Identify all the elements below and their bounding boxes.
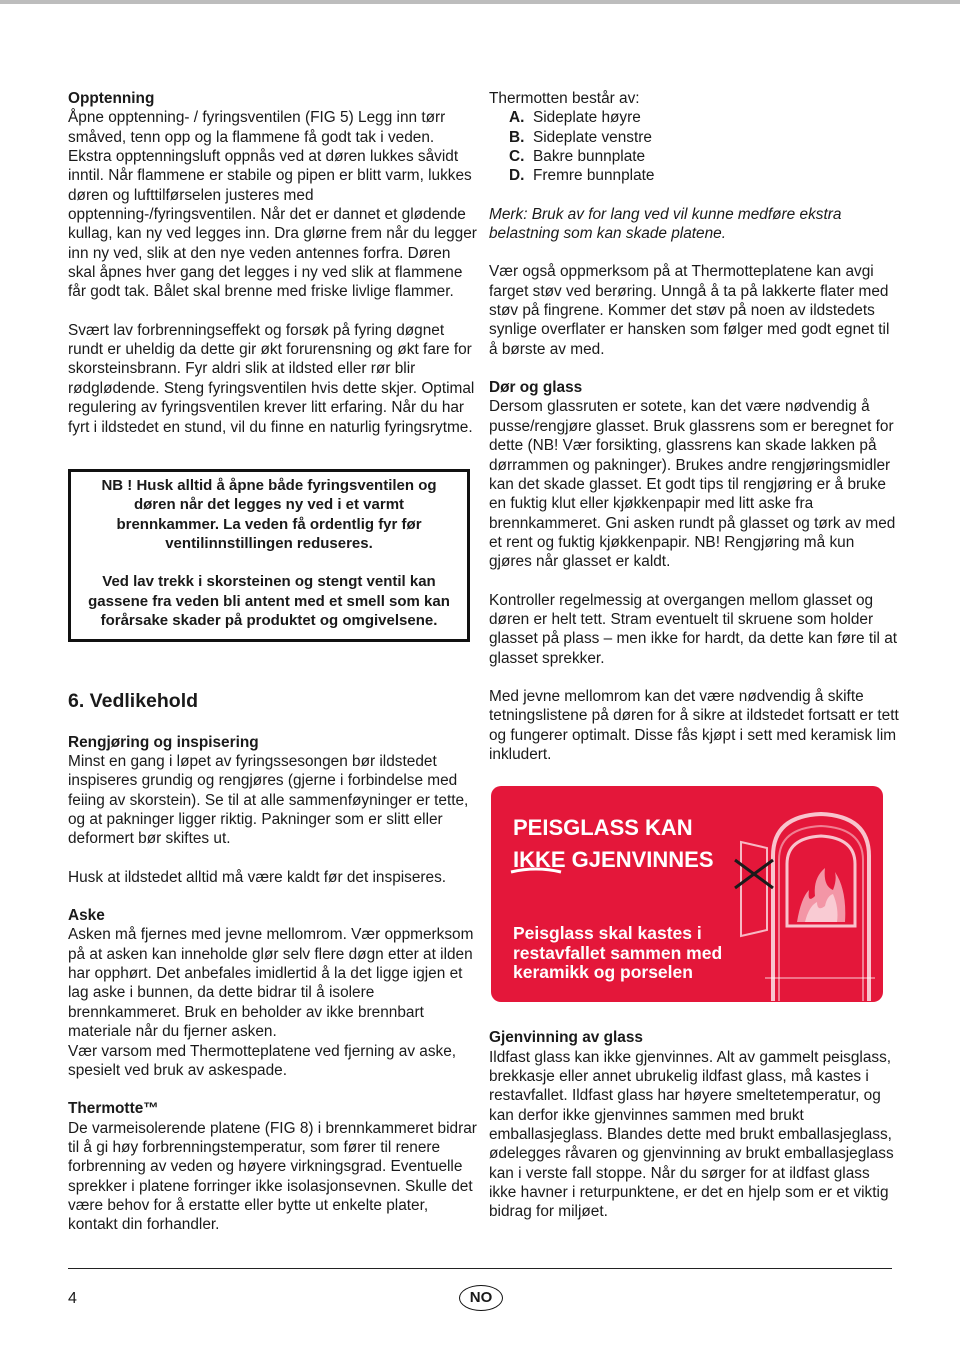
aske-body-2: Vær varsom med Thermotteplatene ved fjerning av aske, spesielt ved bruk av askespade. (68, 1042, 457, 1079)
list-item: C. Bakre bunnplate (509, 148, 646, 166)
footer-rule (68, 1268, 892, 1269)
door-glass-body: Dersom glassruten er sotete, kan det være nødvendig å pusse/rengjøre glasset. Bruk glassrens som er beregnet for dette (NB! Vær forsikting, glassrens kan skade lakken på dørrammen og pakninger). Brukes andre rengjøringsmidler kan det skade glasset. Et godt tips til rengjøring er å bruke en fuktig klut eller kjøkkenpapir med litt aske fra brennkammeret. Gni asken rundt på glasset og tørk av med et rent og fuktig kjøkkenpapir. NB! Rengjøring må kun gjøres når glasset er kaldt. (489, 398, 896, 571)
right-column (489, 89, 899, 1222)
recycling-heading: Gjenvinning av glass (489, 1029, 643, 1047)
banner-headline (513, 812, 714, 876)
dust-text: Vær også oppmerksom på at Thermotteplatene kan avgi farget støv ved berøring. Unngå å ta på lakkerte flater med støv på fingrene. Kommer det støv på noen av ildstedets synlige overflater er hansken som følger med godt egnet til å børste av med. (489, 263, 890, 358)
aske-heading: Aske (68, 907, 105, 925)
nb-warning-box (68, 469, 470, 642)
note-text: Merk: Bruk av for lang ved vil kunne medføre ekstra belastning som kan skade platene. (489, 205, 842, 243)
nb-warning-text-1: NB ! Husk alltid å åpne både fyringsventilen og døren når det legges ny ved i et varmt brennkammer. La veden få ordentlig fyr før ventilinnstillingen reduseres. (101, 476, 437, 553)
rengjoring-body: Minst en gang i løpet av fyringssesongen bør ildstedet inspiseres grundig og rengjøres (gjerne i forbindelse med feiing av skorstein). Se til at alle sammenføyninger er tette, og at pakninger ligger riktig. Pakninger som er slitt eller deformert bør skiftes ut. (68, 753, 469, 848)
aske-body: Asken må fjernes med jevne mellomrom. Vær oppmerksom på at asken kan inneholde glør selv flere døgn etter at ilden har opphørt. Det anbefales imidlertid å la det ligge igjen et lag aske i bunnen, da dette bidrar til å isolere brennkammeret. Bruk en beholder av ikke brennbart materiale når du fjerner asken. (68, 926, 474, 1041)
language-badge: NO (459, 1285, 503, 1311)
list-item: B. Sideplate venstre (509, 128, 652, 146)
top-rule (0, 0, 960, 4)
banner-headline-line-1: PEISGLASS KAN (513, 815, 693, 841)
opptenning-body: Åpne opptenning- / fyringsventilen (FIG 5) Legg inn tørr småved, tenn opp og la flammene få godt tak i veden. Ekstra opptenningsluft oppnås ved at døren lukkes såvidt inntil. Når flammene er stabile og pipen er blitt varm, lukkes døren og lufttilførselen justeres med opptenning-/fyringsventilen. Når det er dannet et glødende kullag, kan ny ved legges inn. Dra glørne frem når du legger inn ny ved, slik at den nye veden antennes forfra. Døren skal åpnes hver gang det legges i ny ved slik at flammene får godt tak. Bålet skal brenne med friske livlige flammer. (68, 109, 477, 301)
opptenning-heading: Opptenning (68, 90, 155, 107)
page-number: 4 (68, 1290, 77, 1307)
rengjoring-body-2: Husk at ildstedet alltid må være kaldt før det inspiseres. (68, 868, 447, 886)
door-glass-body-2: Kontroller regelmessig at overgangen mellom glasset og døren er helt tett. Stram eventuelt til skruene som holder glasset på plass – men ikke for hardt, da dette kan føre til at glasset sprekker. (489, 591, 898, 667)
banner-headline-line-2: IKKE GJENVINNES (513, 847, 714, 873)
thermotte-body: De varmeisolerende platene (FIG 8) i brennkammeret bidrar til å gi høy forbrenningstemperatur, som fører til renere forbrenning av veden og høyere virkningsgrad. Eventuelle sprekker i platene forringer ikke isolasjonsevnen. Skulle det være behov for å erstatte eller bytte ut enkelte plater, kontakt din forhandler. (68, 1119, 477, 1234)
thermotte-intro: Thermotten består av: (489, 90, 640, 107)
list-item: A. Sideplate høyre (509, 109, 641, 127)
nb-warning-text-2: Ved lav trekk i skorsteinen og stengt ventil kan gassene fra veden bli antent med et smell som kan forårsake skader på produktet og omgivelsene. (88, 573, 450, 630)
thermotte-heading: Thermotte™ (68, 1100, 159, 1118)
door-glass-heading: Dør og glass (489, 379, 583, 397)
recycling-body: Ildfast glass kan ikke gjenvinnes. Alt av gammelt peisglass, brekkasje eller annet ubrukelig ildfast glass, må kastes i restavfallet. Ildfast glass har høyere smeltetemperatur, og kan derfor ikke gjenvinnes sammen med brukt emballasjeglass. Blandes dette med brukt emballasjeglass, ødelegges råvaren og gjenvinning av brukt emballasjeglass kan i verste fall stoppe. Når du sørger for at ildfast glass ikke havner i returpunktene, er det en hjelp som er et viktig bidrag for miljøet. (489, 1048, 894, 1221)
left-column (68, 89, 478, 1235)
door-glass-body-3: Med jevne mellomrom kan det være nødvendig å skifte tetningslistene på døren for å sikre at ildstedet fortsatt er tett og fungerer optimalt. Disse fås kjøpt i sett med keramisk lim inkludert. (489, 687, 899, 763)
glass-recycling-banner (491, 786, 883, 1002)
section-title: 6. Vedlikehold (68, 689, 199, 712)
rengjoring-heading: Rengjøring og inspisering (68, 733, 259, 751)
banner-subtext: Peisglass skal kastes i restavfallet sammen med keramikk og porselen (513, 923, 723, 983)
opptenning-body-2: Svært lav forbrenningseffekt og forsøk på fyring døgnet rundt er uheldig da dette gir økt forurensning og økt fare for skorsteinsbrann. Fyr aldri slik at ildsted eller rør blir rødglødende. Steng fyringsventilen hvis dette skjer. Optimal regulering av fyringsventilen krever litt erfaring. Når du har fyrt i ildstedet en stund, vil du finne en naturlig fyringsrytme. (68, 321, 475, 436)
list-item: D. Fremre bunnplate (509, 167, 655, 185)
thermotte-parts-list (489, 108, 899, 185)
